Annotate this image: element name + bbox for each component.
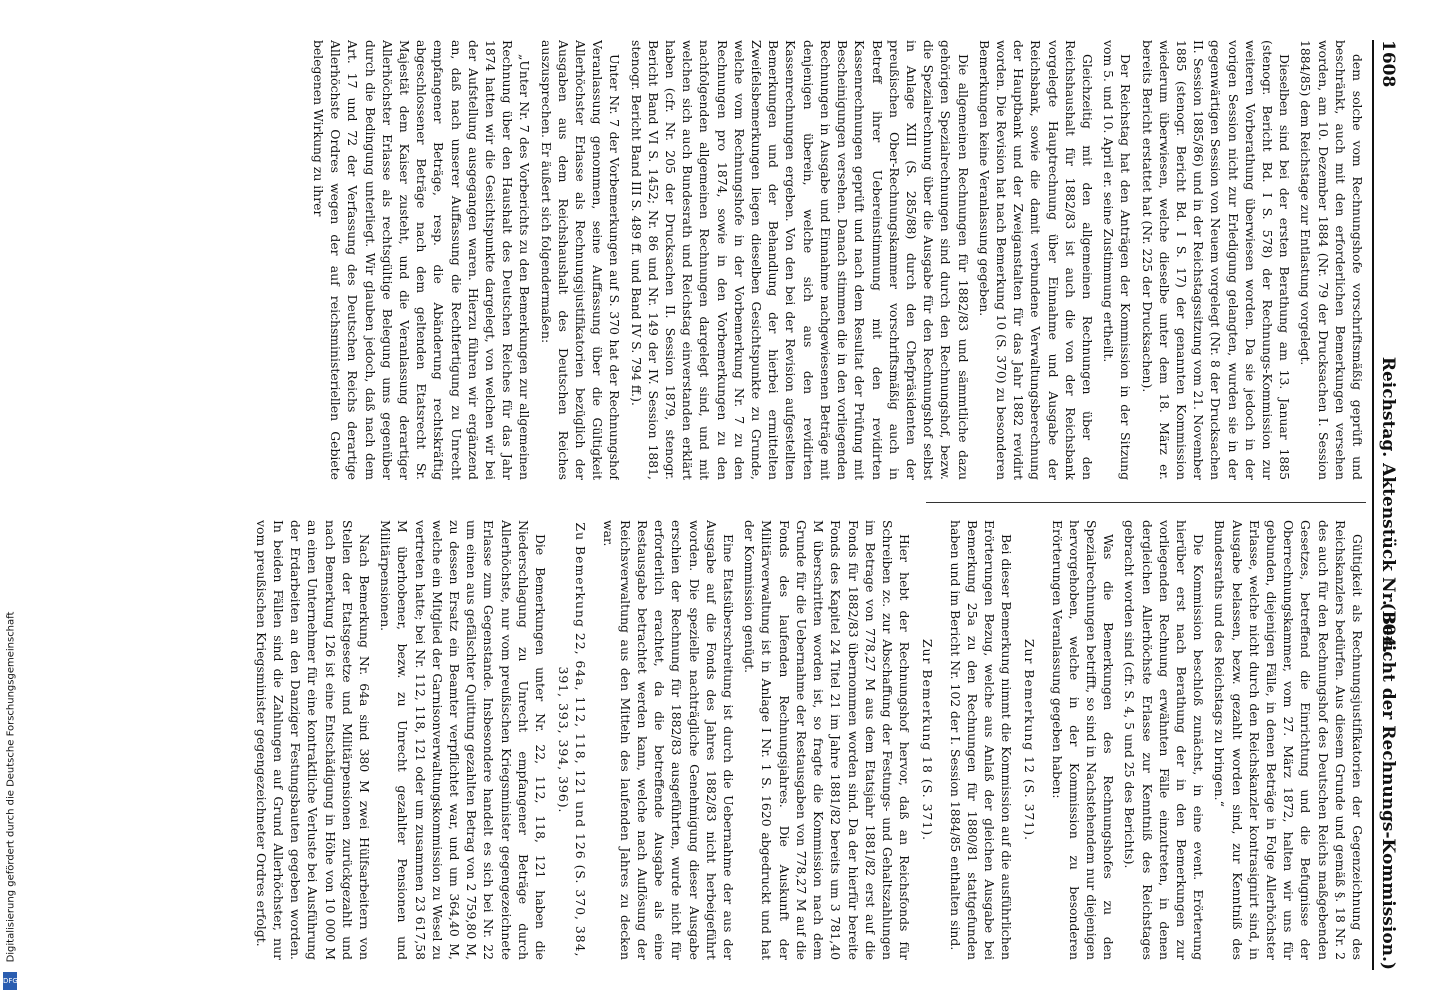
paragraph: „Unter Nr. 7 des Vorberichts zu den Bemerkungen zur allgemeinen Rechnung über den Haushalt des Deutschen Reiches für das Jahr 1874 hatten wir die Gesichtspunkte dargelegt, von welchen wir bei der Aufstellung ausgegangen waren. Hierzu führen wir ergänzend an, daß nach unserer Auffassung die Rechtfertigung zu Unrecht empfangener Beträge, resp. die Abänderung rechtskräftig abgeschlossener Beträge nach dem geltenden Etatsrecht Sr. Majestät dem Kaiser zusteht, und die Veranlassung derartiger Allerhöchster Erlasse als rechtsgültige Belegung ums gegenüber durch die Bedingung unterliegt. Wir glauben jedoch, daß nach dem Art. 17 und 72 der Verfassung des Deutschen Reichs derartige Allerhöchste Ordres wegen der auf reichsministeriellen Gebiete belegenen Wirkung zu ihrer <box>311 40 533 480</box>
left-text-column <box>46 40 1366 480</box>
paragraph: Die Kommission beschloß zunächst, in eine event. Erörterung hierüber erst nach Berathung der in den Bemerkungen zur vorliegenden Rechnung erwähnten Fälle einzutreten, in denen dergleichen Allerhöchste Erlasse zur Kenntniß des Reichstages gebracht worden sind (cfr. S. 4, 5 und 25 des Berichts). <box>1122 520 1207 960</box>
page-content-rotated <box>40 40 1400 970</box>
paragraph: Nach Bemerkung Nr. 64a sind 380 M zwei Hülfsarbeitern von Stellen der Etatsgesetze und Militärpensionen zurückgezahlt und nach Bemerkung 126 ist eine Entschädigung in Höhe von 10 000 M an einen Unternehmer für eine kontraktliche Verluste bei Ausführung der Erdarbeiten an den Danziger Festungsbauten gegeben worden. In beiden Fällen sind die Zahlungen auf Grund Allerhöchster, nur vom preußischen Kriegsminister gegengezeichneter Ordres erfolgt. <box>253 520 373 960</box>
paragraph: Gültigkeit als Rechnungsjustifikatorien der Gegenzeichnung des Reichskanzlers bedürfen. Aus diesem Grunde und gemäß §. 18 Nr. 2 des auch für den Rechnungshof des Deutschen Reichs maßgebenden Gesetzes, betreffend die Einrichtung und die Befugnisse der Oberrechnungskammer, vom 27. März 1872, halten wir uns für gebunden, diejenigen Fälle, in denen Beträge in Folge Allerhöchster Erlasse, welche nicht durch den Reichskanzler kontrasignirt sind, in Ausgabe belassen, bezw. gezahlt worden sind, zur Kenntniß des Bundesraths und des Reichstags zu bringen.“ <box>1212 520 1365 960</box>
column-divider <box>926 502 1366 503</box>
dfg-logo: DFG <box>3 972 17 990</box>
page-header <box>1372 40 1400 970</box>
paragraph: Der Reichstag hat den Anträgen der Kommission in der Sitzung vom 5. und 10. April er. seine Zustimmung ertheilt. <box>1101 40 1134 480</box>
section-title: (Bericht der Rechnungs-Kommission.) <box>1378 602 1398 970</box>
paragraph: Die Bemerkungen unter Nr. 22, 112, 118, 121 haben die Niederschlagung zu Unrecht empfangener Beträge durch Allerhöchste, nur vom preußischen Kriegsminister gegengezeichnete Erlasse zum Gegenstande. Insbesondere handelt es sich bei Nr. 22 um einen aus gefälschter Quittung gezahlten Betrag von 2 759,80 M, zu dessen Ersatz ein Beamter verpflichtet war, und um 364,40 M, welche ein Mitglied der Garnisonverwaltungskommission zu Wesel zu vertreten hatte; bei Nr. 112, 118, 121 oder um zusammen 23 617,58 M überhobener, bezw. zu Unrecht gezahlter Pensionen und Militärpensionen. <box>378 520 549 960</box>
paragraph: Gleichzeitig mit den allgemeinen Rechnungen über den Reichshaushalt für 1882/83 ist auch die von der Reichsbank vorgelegte Hauptrechnung über Einnahme und Ausgabe der Reichsbank, sowie die damit verbundene Verwaltungsberechnung der Hauptbank und der Zweiganstalten für das Jahr 1882 revidirt worden. Die Revision hat nach Bemerkung 10 (S. 370) zu besonderen Bemerkungen keine Veranlassung gegeben. <box>976 40 1095 480</box>
paragraph: Unter Nr. 7 der Vorbemerkungen auf S. 370 hat der Rechnungshof Veranlassung genommen, seine Auffassung über die Gültigkeit Allerhöchster Erlasse als Rechnungsjustifikatorien bezüglich der Ausgaben aus dem Reichshaushalt des Deutschen Reiches auszusprechen. Er äußert sich folgendermaßen: <box>538 40 623 480</box>
paragraph: Zu Bemerkung 22, 64a, 112, 118, 121 und 126 (S. 370, 384, 391, 393, 394, 396). <box>556 522 589 958</box>
paragraph: Zur Bemerkung 18 (S. 371). <box>920 638 936 842</box>
paragraph: Was die Bemerkungen des Rechnungshofes zu den Spezialrechnungen betrifft, so sind in Nachstehendem nur diejenigen hervorgehoben, welche in der Kommission zu besonderen Erörterungen Veranlassung gegeben haben: <box>1049 520 1117 960</box>
document-page <box>40 40 1400 970</box>
paragraph: dem solche vom Rechnungshofe vorschriftsmäßig geprüft und beschränkt, auch mit den erforderlichen Bemerkungen versehen worden, am 10. Dezember 1884 (Nr. 79 der Drucksachen I. Session 1884/85) dem Reichstage zur Entlastung vorgelegt. <box>1298 40 1365 480</box>
paragraph: Eine Etatsüberschreitung ist durch die Uebernahme der aus der Ausgabe auf die Fonds des Jahres 1882/83 nicht herbeigeführt worden. Die spezielle nachträgliche Genehmigung dieser Ausgabe erschien der Rechnung für 1882/83 ausgeführten, wurde nicht für erforderlich erachtet, da die betreffende Ausgabe als eine Restausgabe betrachtet werden kann, welche nach Auflösung der Reichsverwaltung aus den Mitteln des laufenden Jahres zu decken war. <box>600 520 737 960</box>
paragraph: Hier hebt der Rechnungshof hervor, daß an Reichsfonds für Schreiben zc. zur Abschaffung der Festungs- und Gehaltszahlungen im Betrage von 778,27 M aus dem Etatsjahr 1881/82 erst auf die Fonds für 1882/83 übernommen worden sind. Da der hierfür bereite Fonds des Kapitel 24 Titel 21 im Jahre 1881/82 bereits um 3 781,40 M überschritten worden ist, so fragte die Kommission nach dem Grunde für die Uebernahme der Restausgaben von 778,27 M auf die Fonds des laufenden Rechnungsjahres. Die Auskunft der Militärverwaltung ist in Anlage I Nr. 1 S. 1620 abgedruckt und hat der Kommission genügt. <box>742 520 913 960</box>
footer-credit-text: Digitalisierung gefördert durch die Deutsche Forschungsgemeinschaft <box>5 611 17 963</box>
page-number: 1608 <box>1378 40 1398 88</box>
paragraph: Zur Bemerkung 12 (S. 371). <box>1022 638 1038 842</box>
digitization-footer <box>4 582 18 992</box>
paragraph: Bei dieser Bemerkung nimmt die Kommission auf die ausführlichen Erörterungen Bezug, welche aus Anlaß der gleichen Ausgabe bei Bemerkung 25a zu den Rechnungen für 1880/81 stattgefunden haben und im Bericht Nr. 102 der I. Session 1884/85 enthalten sind. <box>947 520 1015 960</box>
paragraph: Dieselben sind bei der ersten Berathung am 13. Januar 1885 (stenogr. Bericht Bd. I S. 578) der Rechnungs-Kommission zur weiteren Vorberathung überwiesen worden. Da sie jedoch in der vorigen Session nicht zur Erledigung gelangten, wurden sie in der gegenwärtigen Session von Neuem vorgelegt (Nr. 8 der Drucksachen II. Session 1885/86) und in der Reichstagssitzung vom 21. November 1885 (stenogr. Bericht Bd. I S. 17) der genannten Kommission wiederum überwiesen, welche dieselbe unter dem 18. März er. bereits Bericht erstattet hat (Nr. 225 der Drucksachen). <box>1139 40 1293 480</box>
paragraph: Die allgemeinen Rechnungen für 1882/83 und sämmtliche dazu gehörigen Spezialrechnungen sind durch den Rechnungshof, bezw. die Spezialrechnung über die Ausgabe für den Rechnungshof selbst in Anlage XIII (S. 285/88) durch den Chefpräsidenten der preußischen Ober-Rechnungskammer vorschriftsmäßig auch in Betreff ihrer Uebereinstimmung mit den revidirten Kassenrechnungen geprüft und nach dem Resultat der Prüfung mit Bescheinigungen versehen. Danach stimmen die in den vorliegenden Rechnungen in Ausgabe und Einnahme nachgewiesenen Beträge mit denjenigen überein, welche sich aus den revidirten Kassenrechnungen ergeben. Von den bei der Revision aufgestellten Bemerkungen und der Behandlung der hierbei ermittelten Zweifelsbemerkungen liegen dieselben Gesichtspunkte zu Grunde, welche vom Rechnungshofe in der Vorbemerkung Nr. 7 zu den Rechnungen pro 1874, sowie in den Vorbemerkungen zu den nachfolgenden allgemeinen Rechnungen dargelegt sind, und mit welchen sich auch Bundesrath und Reichstag einverstanden erklärt haben (cfr. Nr. 205 der Drucksachen II. Session 1879, stenogr. Bericht Band VI S. 1452; Nr. 86 und Nr. 149 der IV. Session 1881, stenogr. Bericht Band III S. 489 ff. und Band IV S. 794 ff.). <box>628 40 971 480</box>
page-title: Reichstag. Aktenstück Nr. 304. <box>1378 356 1398 654</box>
right-text-column <box>46 520 1366 960</box>
